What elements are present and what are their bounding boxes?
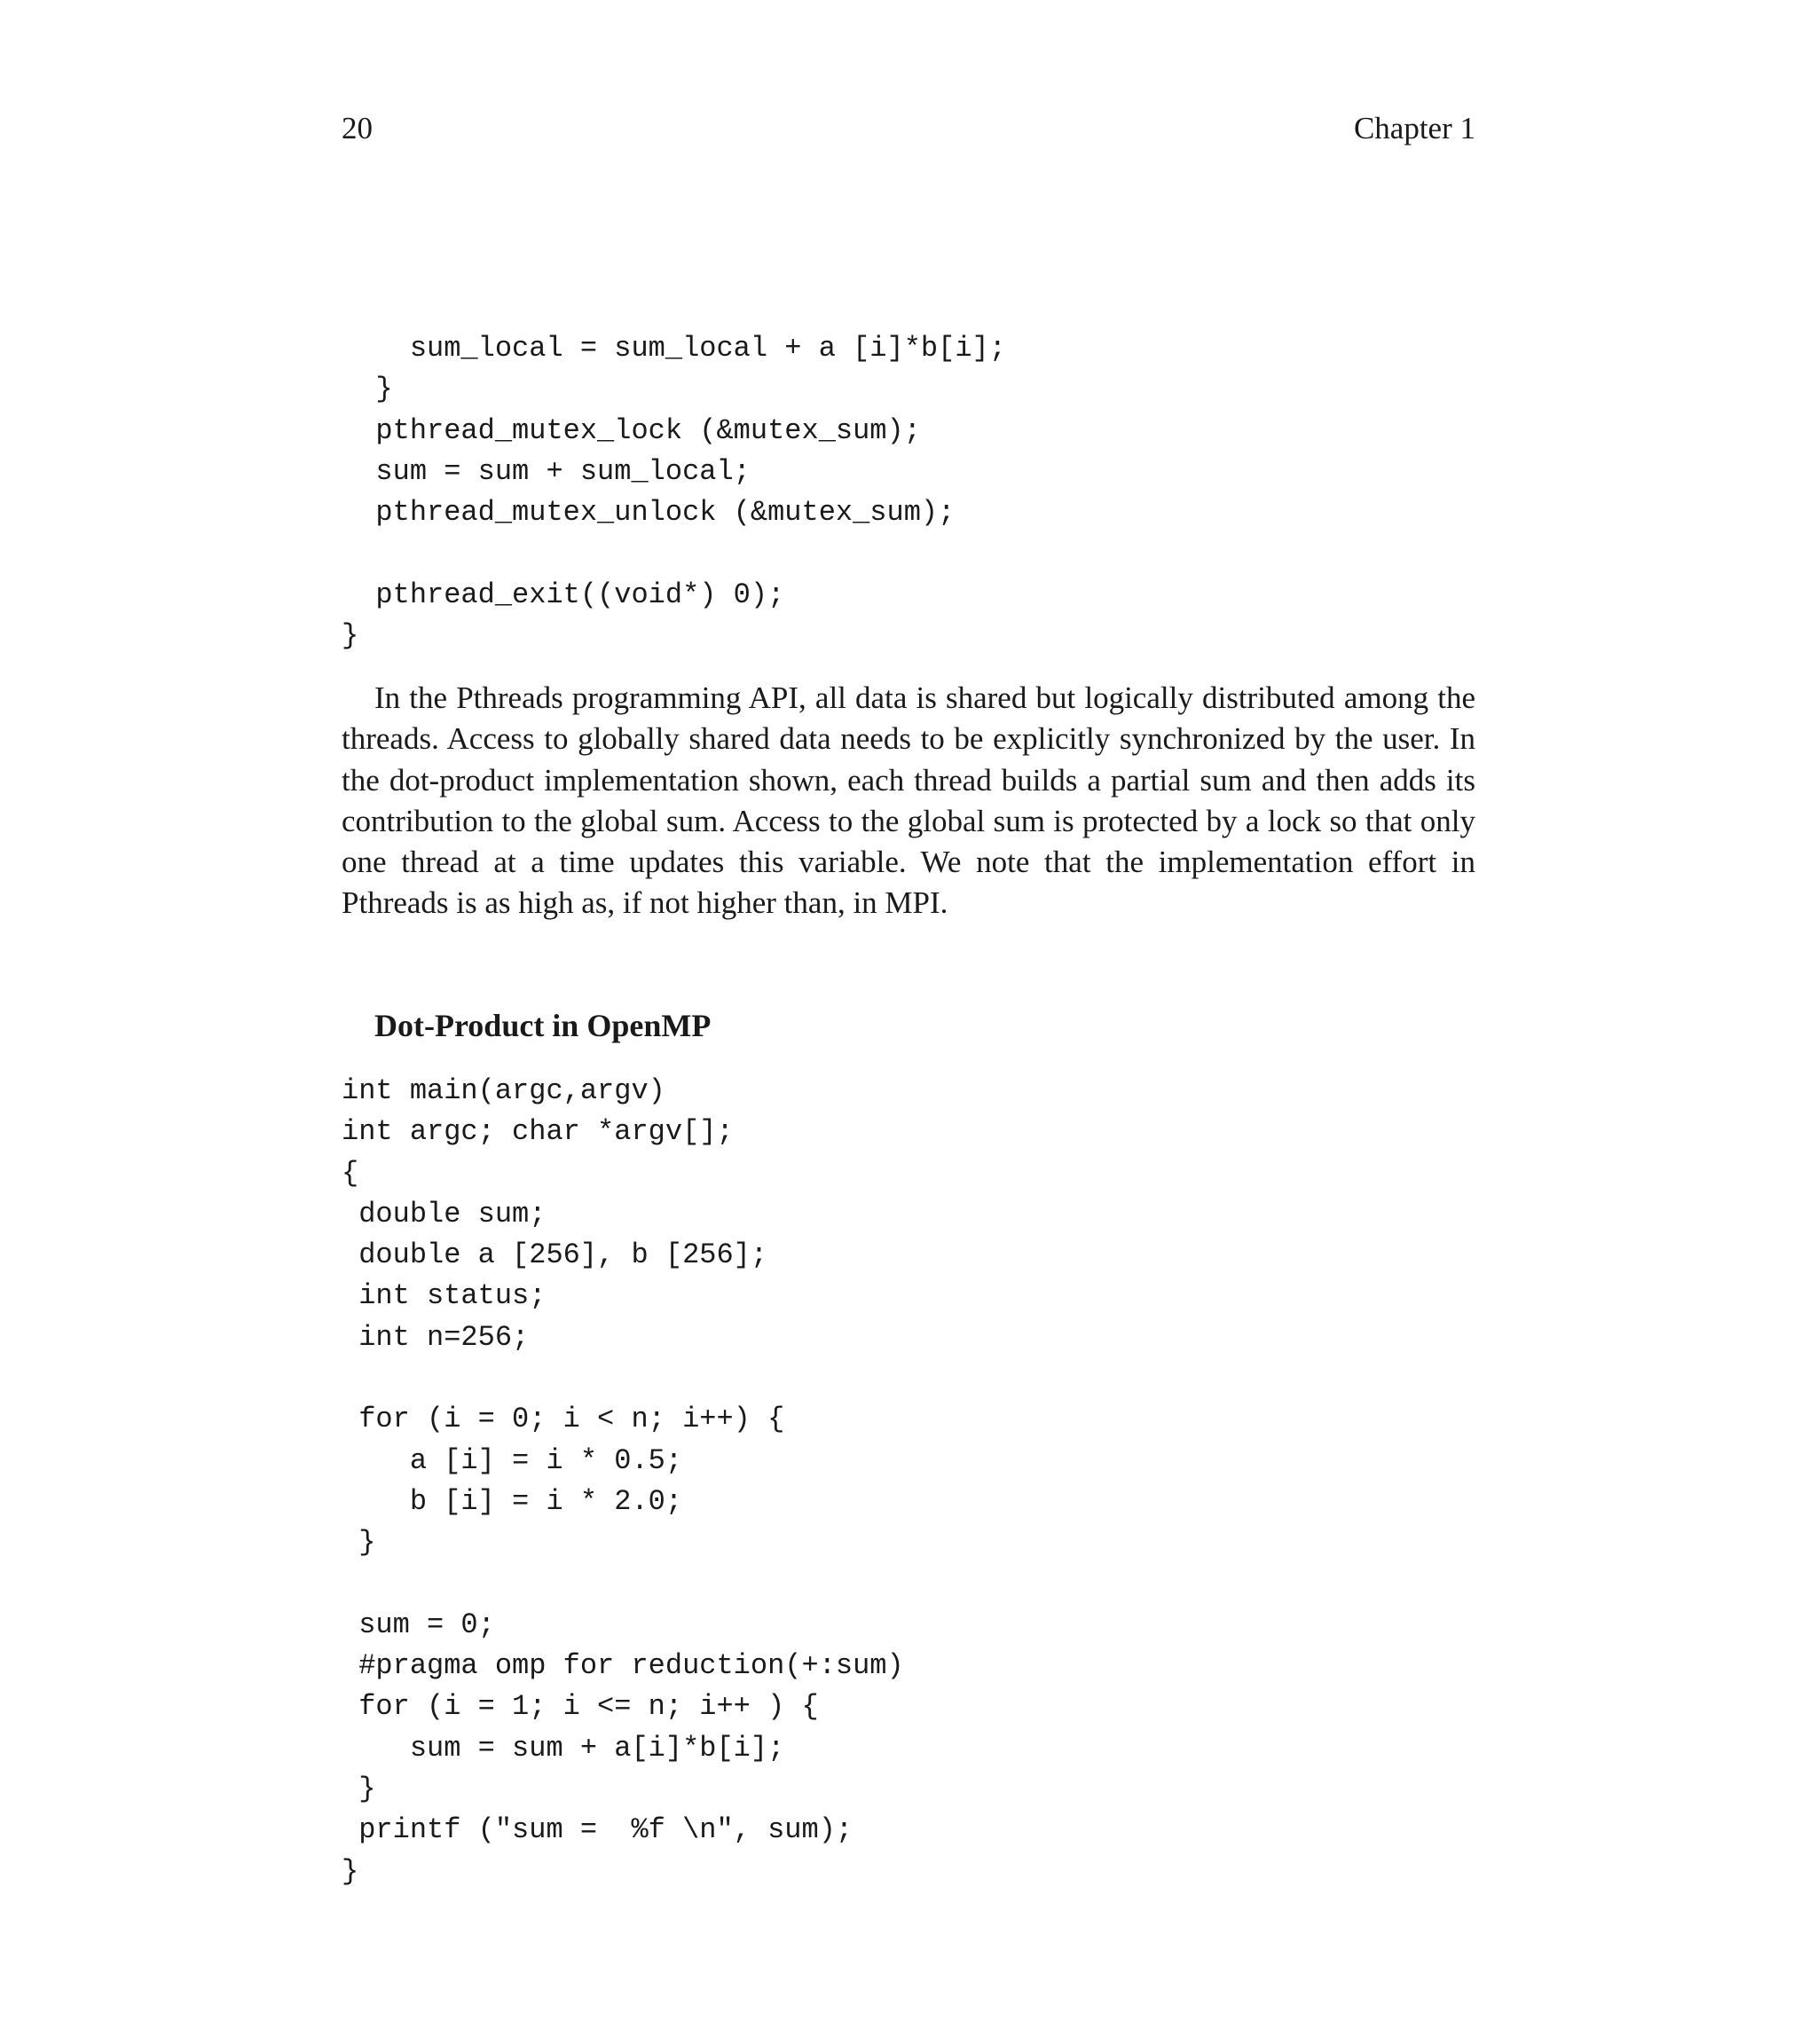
code-line: { [342,1156,359,1190]
code-line [342,1564,904,1605]
code-line: b [i] = i * 2.0; [342,1484,683,1518]
code-line: int n=256; [342,1320,530,1354]
openmp-code-listing [342,1071,904,1892]
code-line: } [342,619,359,653]
code-line: double sum; [342,1197,547,1230]
code-line: for (i = 1; i <= n; i++ ) { [342,1690,819,1724]
code-line: #pragma omp for reduction(+:sum) [342,1649,904,1683]
page-number: 20 [342,111,373,145]
code-line: } [342,1773,376,1806]
code-line: sum = sum + a[i]*b[i]; [342,1731,785,1765]
code-line: for (i = 0; i < n; i++) { [342,1403,785,1436]
code-line: pthread_exit((void*) 0); [342,578,785,611]
chapter-label: Chapter 1 [1353,111,1475,145]
code-line: int argc; char *argv[]; [342,1115,734,1149]
code-line: pthread_mutex_unlock (&mutex_sum); [342,496,956,530]
section-heading: Dot-Product in OpenMP [374,1008,712,1043]
code-line: sum_local = sum_local + a [i]*b[i]; [342,332,1006,365]
code-line [342,533,1006,574]
code-line: int main(argc,argv) [342,1074,665,1107]
code-line: sum = 0; [342,1608,495,1641]
code-line: a [i] = i * 0.5; [342,1443,683,1477]
code-line [342,1358,904,1399]
code-line: int status; [342,1279,547,1313]
code-line: printf ("sum = %f \n", sum); [342,1813,853,1847]
code-line: } [342,1526,376,1560]
code-line: sum = sum + sum_local; [342,454,751,488]
code-line: } [342,1854,359,1888]
body-paragraph: In the Pthreads programming API, all data is shared but logically distributed among the threads. Access to globally shared data needs to be explicitly synchronized by the user. In the dot-product implementation shown, each thread builds a partial sum and then adds its contribution to the global sum. Access to the global sum is protected by a lock so that only one thread at a time updates this variable. We note that the implementation effort in Pthreads is as high as, if not higher than, in MPI. [342,680,1475,921]
code-line: } [342,373,393,406]
pthreads-code-listing [342,328,1006,656]
running-head [342,108,1475,149]
code-line: double a [256], b [256]; [342,1238,768,1272]
code-line: pthread_mutex_lock (&mutex_sum); [342,413,921,447]
